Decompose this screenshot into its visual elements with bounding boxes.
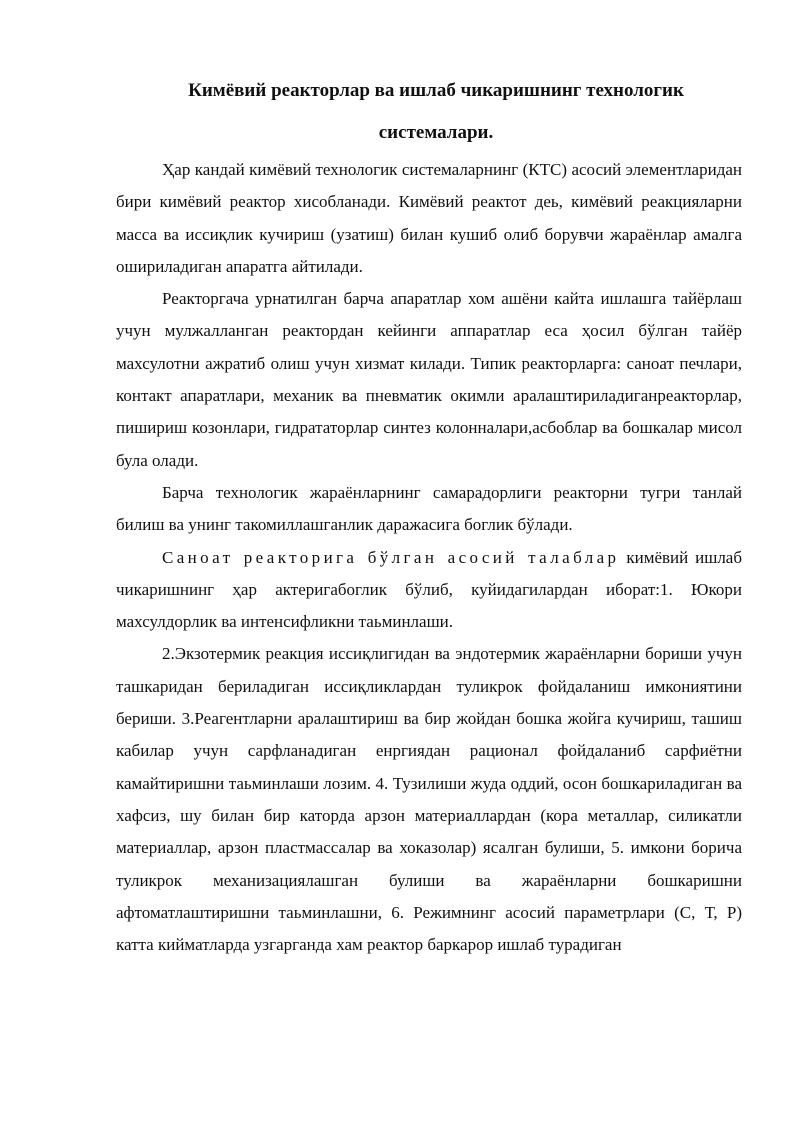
paragraph-2: Реакторгача урнатилган барча апаратлар хом ашёни кайта ишлашга тайёрлаш учун мулжалланган реактордан кейинги аппаратлар еса ҳосил бўлган тайёр махсулотни ажратиб олиш учун хизмат килади. Типик реакторларга: саноат печлари, контакт апаратлари, механик ва пневматик окимли аралаштириладиганреакторлар, пишириш козонлари, гидрататорлар синтез колонналари,асбоблар ва бошкалар мисол була олади. — [116, 289, 742, 470]
paragraph-4-rest: кимёвий ишлаб чикаришнинг ҳар актеригабоглик бўлиб, куйидагилардан иборат:1. Юкори махсулдорлик ва интенсифликни таьминлаши. — [116, 547, 743, 632]
paragraph-4-spaced-lead: Саноат реакторига бўлган асосий талаблар — [162, 547, 620, 567]
paragraph-5: 2.Экзотермик реакция иссиқлигидан ва эндотермик жараёнларни бориши учун ташкаридан бериладиган иссиқликлардан туликрок фойдаланиш имкониятини бериши. 3.Реагентларни аралаштириш ва бир жойдан бошка жойга кучириш, ташиш кабилар учун сарфланадиган енргиядан рационал фойдаланиб сарфиётни камайтиришни таьминлаши лозим. 4. Тузилиши жуда оддий, осон бошкариладиган ва хафсиз, шу билан бир каторда арзон материаллардан (кора металлар, силикатли материаллар, арзон пластмассалар ва хоказолар) ясалган булиши, 5. имкони борича туликрок механизациялашган булиши ва жараёнларни бошкаришни афтоматлаштиришни таьминлашни, 6. Режимнинг асосий параметрлари (С, Т, Р) катта кийматларда узгарганда хам реактор баркарор ишлаб турадиган — [116, 644, 742, 955]
document-page — [116, 70, 742, 961]
document-title: Кимёвий реакторлар ва ишлаб чикаришнинг технологик системалари. — [188, 80, 684, 143]
paragraph-1: Ҳар кандай кимёвий технологик системаларнинг (КТС) асосий элементларидан бири кимёвий реактор хисобланади. Кимёвий реактот деь, кимёвий реакцияларни масса ва иссиқлик кучириш (узатиш) билан кушиб олиб борувчи жараёнлар амалга ошириладиган апаратга айтилади. — [116, 160, 742, 276]
paragraph-4 — [116, 542, 742, 639]
paragraph-3: Барча технологик жараёнларнинг самарадорлиги реакторни тугри танлай билиш ва унинг такомиллашганлик даражасига боглик бўлади. — [116, 482, 742, 535]
